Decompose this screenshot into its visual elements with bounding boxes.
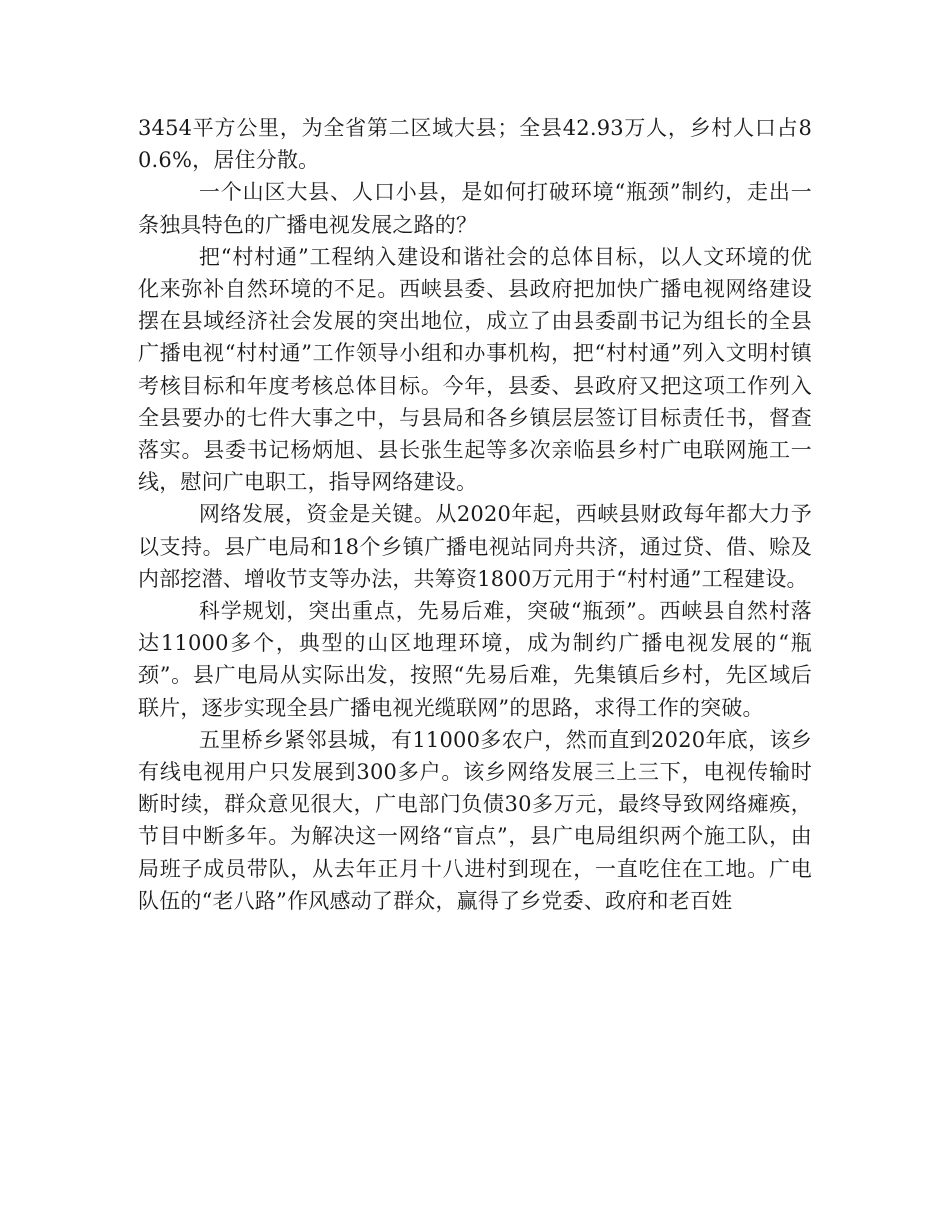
paragraph-6: 五里桥乡紧邻县城，有11000多农户，然而直到2020年底，该乡有线电视用户只发展到300多户。该乡网络发展三上三下，电视传输时断时续，群众意见很大，广电部门负债30多万元，最终导致网络瘫痪，节目中断多年。为解决这一网络“盲点”，县广电局组织两个施工队，由局班子成员带队，从去年正月十八进村到现在，一直吃住在工地。广电队伍的“老八路”作风感动了群众，赢得了乡党委、政府和老百姓 (138, 727, 812, 913)
paragraph-2: 一个山区大县、人口小县，是如何打破环境“瓶颈”制约，走出一条独具特色的广播电视发展之路的？ (138, 180, 812, 237)
paragraph-4: 网络发展，资金是关键。从2020年起，西峡县财政每年都大力予以支持。县广电局和18个乡镇广播电视站同舟共济，通过贷、借、赊及内部挖潜、增收节支等办法，共筹资1800万元用于“村村通”工程建设。 (138, 502, 812, 591)
paragraph-3: 把“村村通”工程纳入建设和谐社会的总体目标，以人文环境的优化来弥补自然环境的不足。西峡县委、县政府把加快广播电视网络建设摆在县域经济社会发展的突出地位，成立了由县委副书记为组长的全县广播电视“村村通”工作领导小组和办事机构，把“村村通”列入文明村镇考核目标和年度考核总体目标。今年，县委、县政府又把这项工作列入全县要办的七件大事之中，与县局和各乡镇层层签订目标责任书，督查落实。县委书记杨炳旭、县长张生起等多次亲临县乡村广电联网施工一线，慰问广电职工，指导网络建设。 (138, 244, 812, 495)
paragraph-1: 3454平方公里，为全省第二区域大县；全县42.93万人，乡村人口占80.6%，居住分散。 (138, 116, 812, 173)
paragraph-5: 科学规划，突出重点，先易后难，突破“瓶颈”。西峡县自然村落达11000多个，典型的山区地理环境，成为制约广播电视发展的“瓶颈”。县广电局从实际出发，按照“先易后难，先集镇后乡村，先区域后联片，逐步实现全县广播电视光缆联网”的思路，求得工作的突破。 (138, 599, 812, 720)
